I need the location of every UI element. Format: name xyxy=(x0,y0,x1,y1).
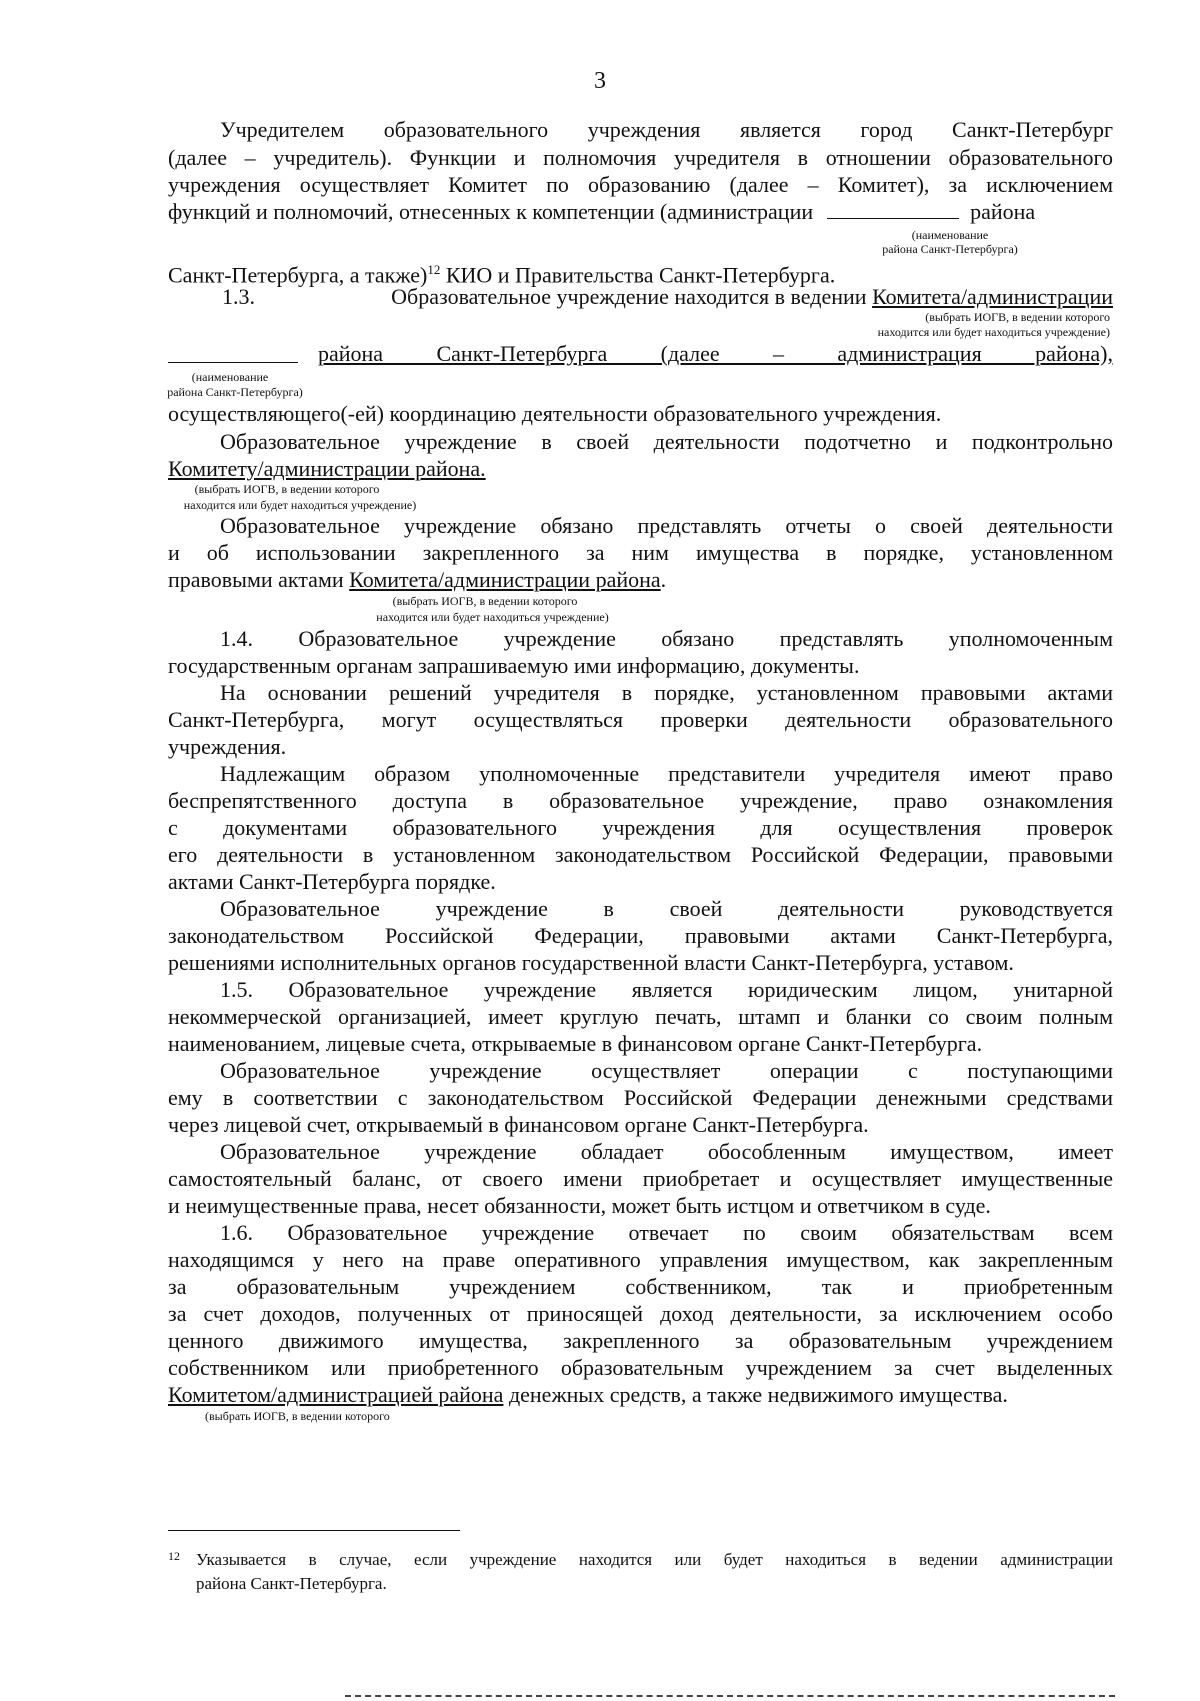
text-line: ценного движимого имущества, закрепленного за образовательным учреждением xyxy=(168,1328,1113,1353)
text-line: 1.6. Образовательное учреждение отвечает по своим обязательствам всем xyxy=(220,1220,1113,1245)
text-line: и неимущественные права, несет обязанности, может быть истцом и ответчиком в суде. xyxy=(168,1193,991,1218)
text-line: Образовательное учреждение в своей деятельности подотчетно и подконтрольно xyxy=(220,429,1113,454)
text-line: беспрепятственного доступа в образовательное учреждение, право ознакомления xyxy=(168,788,1113,813)
caption: района Санкт-Петербурга) xyxy=(167,385,303,399)
text-line: (далее – учредитель). Функции и полномочия учредителя в отношении образовательного xyxy=(168,145,1113,170)
text-line: Образовательное учреждение обязано представлять отчеты о своей деятельности xyxy=(220,513,1113,538)
text-segment: функций и полномочий, отнесенных к компетенции (администрации xyxy=(168,199,814,224)
authority-choice: Комитета/администрации xyxy=(872,284,1113,309)
footnote-ref: 12 xyxy=(427,262,441,277)
text-line xyxy=(275,285,1113,309)
authority-choice: Комитетом/администрацией района xyxy=(168,1382,504,1407)
text-line: учреждения осуществляет Комитет по образованию (далее – Комитет), за исключением xyxy=(168,172,1113,197)
text-line: собственником или приобретенного образовательным учреждением за счет выделенных xyxy=(168,1355,1113,1380)
text-segment: Санкт-Петербурга, а также) xyxy=(168,262,428,288)
text-line: находящимся у него на праве оперативного управления имуществом, как закрепленным xyxy=(168,1247,1113,1272)
text-line: законодательством Российской Федерации, правовыми актами Санкт-Петербурга, xyxy=(168,923,1113,948)
text-segment: правовыми актами xyxy=(168,567,350,592)
clause-number: 1.3. xyxy=(222,284,255,309)
caption: находится или будет находиться учреждение) xyxy=(183,498,417,512)
text-line: некоммерческой организацией, имеет круглую печать, штамп и бланки со своим полным xyxy=(168,1004,1113,1029)
text-line: наименованием, лицевые счета, открываемые в финансовом органе Санкт-Петербурга. xyxy=(168,1031,983,1056)
text-segment: района Санкт-Петербурга (далее – администрация района), xyxy=(318,341,1113,366)
caption: (выбрать ИОГВ, в ведении которого xyxy=(392,594,578,608)
text-line: ему в соответствии с законодательством Российской Федерации денежными средствами xyxy=(168,1085,1113,1110)
text-line: и об использовании закрепленного за ним имущества в порядке, установленном xyxy=(168,540,1113,565)
authority-choice: Комитету/администрации района. xyxy=(168,456,486,481)
text-line xyxy=(168,200,1113,224)
footnote-line: района Санкт-Петербурга. xyxy=(196,1574,387,1593)
text-line: за счет доходов, полученных от приносящей доход деятельности, за исключением особо xyxy=(168,1301,1113,1326)
caption: (выбрать ИОГВ, в ведении которого xyxy=(925,310,1110,324)
text-segment: района xyxy=(970,199,1036,224)
text-line: На основании решений учредителя в порядке, установленном правовыми актами xyxy=(220,680,1113,705)
text-line: через лицевой счет, открываемый в финансовом органе Санкт-Петербурга. xyxy=(168,1112,869,1137)
text-line: учреждения. xyxy=(168,734,287,759)
text-line: Образовательное учреждение в своей деятельности руководствуется xyxy=(220,896,1113,921)
text-line: Образовательное учреждение обладает обособленным имуществом, имеет xyxy=(220,1139,1113,1164)
text-segment: КИО и Правительства Санкт-Петербурга. xyxy=(440,262,836,288)
footnote xyxy=(168,1548,1113,1596)
text-line xyxy=(168,1383,1113,1407)
text-line: Санкт-Петербурга, могут осуществляться проверки деятельности образовательного xyxy=(168,707,1113,732)
text-line: осуществляющего(-ей) координацию деятельности образовательного учреждения. xyxy=(168,401,942,426)
footnote-separator xyxy=(168,1530,460,1531)
caption: (выбрать ИОГВ, в ведении которого xyxy=(194,482,380,496)
text-line: 1.4. Образовательное учреждение обязано представлять уполномоченным xyxy=(220,626,1113,651)
text-line: Учредителем образовательного учреждения является город Санкт-Петербург xyxy=(220,117,1113,142)
authority-choice: Комитета/администрации района xyxy=(349,567,661,592)
text-line: Образовательное учреждение осуществляет операции с поступающими xyxy=(220,1058,1113,1083)
footnote-mark: 12 xyxy=(168,1549,180,1563)
text-line: решениями исполнительных органов государственной власти Санкт-Петербурга, уставом. xyxy=(168,950,1014,975)
text-line: актами Санкт-Петербурга порядке. xyxy=(168,869,496,894)
caption: находится или будет находиться учреждение) xyxy=(877,325,1110,339)
footnote-line: Указывается в случае, если учреждение находится или будет находиться в ведении администрации xyxy=(196,1550,1113,1569)
text-line: его деятельности в установленном законодательством Российской Федерации, правовыми xyxy=(168,842,1113,867)
text-line: с документами образовательного учреждения для осуществления проверок xyxy=(168,815,1113,840)
blank-field xyxy=(827,200,959,219)
caption: (наименование xyxy=(911,228,989,242)
text-line: за образовательным учреждением собственником, так и приобретенным xyxy=(168,1274,1113,1299)
blank-field xyxy=(168,344,298,363)
text-segment: денежных средств, а также недвижимого имущества. xyxy=(503,1382,1008,1407)
text-segment: . xyxy=(660,567,667,592)
bottom-border xyxy=(345,1695,1115,1697)
text-line: Надлежащим образом уполномоченные представители учредителя имеют право xyxy=(220,761,1113,786)
caption: (наименование xyxy=(191,370,269,384)
text-line xyxy=(168,568,1113,592)
text-line: 1.5. Образовательное учреждение является юридическим лицом, унитарной xyxy=(220,977,1113,1002)
caption: (выбрать ИОГВ, в ведении которого xyxy=(205,1409,390,1423)
caption: района Санкт-Петербурга) xyxy=(882,242,1018,256)
page-number: 3 xyxy=(594,68,606,94)
text-line: государственным органам запрашиваемую ими информацию, документы. xyxy=(168,653,860,678)
text-segment: Образовательное учреждение находится в ведении xyxy=(391,284,873,309)
text-line: самостоятельный баланс, от своего имени приобретает и осуществляет имущественные xyxy=(168,1166,1113,1191)
caption: находится или будет находиться учреждение) xyxy=(376,610,609,624)
text-line xyxy=(168,258,1113,287)
